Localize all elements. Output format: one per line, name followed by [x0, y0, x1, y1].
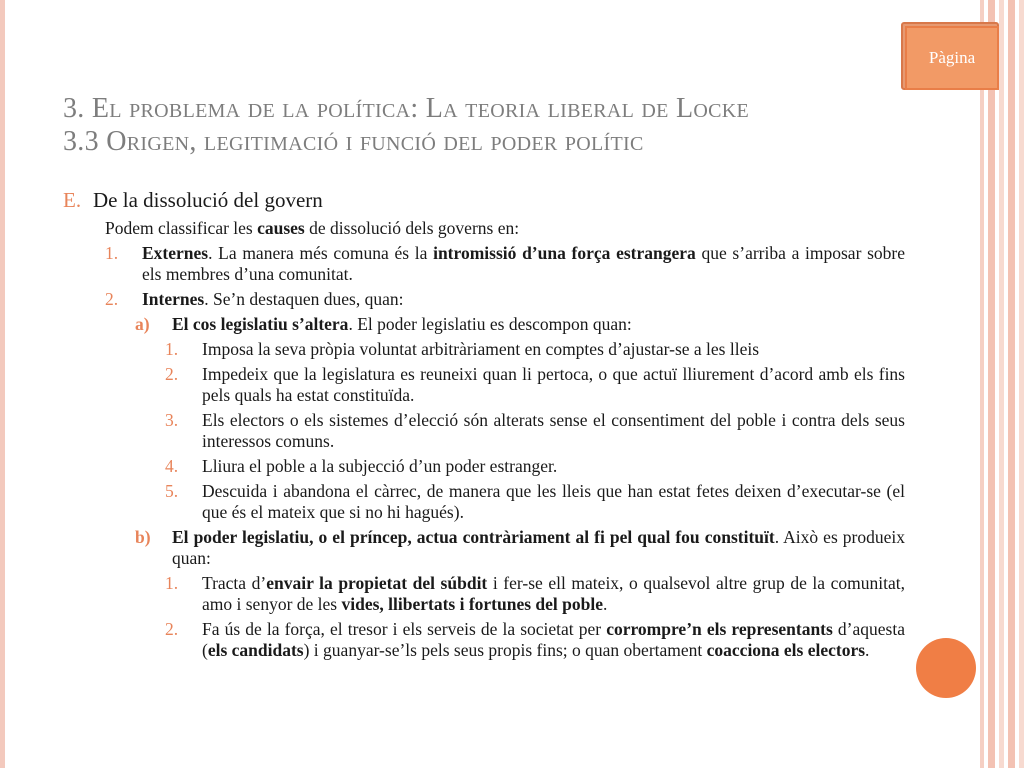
slide-title	[63, 92, 893, 158]
sub-marker: b)	[135, 527, 151, 547]
section-heading-text: De la dissolució del govern	[93, 188, 323, 212]
page-tab-label: Pàgina	[905, 26, 999, 90]
sub-item-b: b) El poder legislatiu, o el príncep, actua contràriament al fi pel qual fou constituït. Això es produeix quan:	[135, 527, 905, 568]
title-line-1: 3. El problema de la política: La teoria liberal de Locke	[63, 93, 750, 124]
left-border	[0, 0, 5, 768]
sub-item-a: a) El cos legislatiu s’altera. El poder legislatiu es descompon quan:	[135, 314, 632, 334]
list-item-externes: 1. Externes. La manera més comuna és la intromissió d’una força estrangera que s’arriba a imposar sobre els membres d’una comunitat.	[105, 243, 905, 284]
sub-marker: a)	[135, 314, 150, 334]
slide-content	[63, 187, 905, 665]
decorative-circle	[916, 638, 976, 698]
page-tab	[901, 22, 1001, 92]
list-item: 1. Tracta d’envair la propietat del súbdit i fer-se ell mateix, o qualsevol altre grup de la comunitat, amo i senyor de les vides, llibertats i fortunes del poble.	[165, 573, 905, 614]
title-line-2: 3.3 Origen, legitimació i funció del poder polític	[63, 126, 644, 157]
list-item: 3. Els electors o els sistemes d’elecció són alterats sense el consentiment del poble i contra dels seus interessos comuns.	[165, 410, 905, 451]
right-stripes	[980, 0, 1024, 768]
list-item: 5. Descuida i abandona el càrrec, de manera que les lleis que han estat fetes deixen d’executar-se (el que és el mateix que si no hi hagués).	[165, 481, 905, 522]
list-item: 1. Imposa la seva pròpia voluntat arbitràriament en comptes d’ajustar-se a les lleis	[165, 339, 760, 359]
list-marker: 2.	[105, 289, 119, 309]
list-marker: 1.	[105, 243, 119, 263]
section-heading	[63, 187, 905, 213]
list-item: 2. Impedeix que la legislatura es reuneixi quan li pertoca, o que actuï lliurement d’acord amb els fins pels quals ha estat constituïda.	[165, 364, 905, 405]
list-item: 2. Fa ús de la força, el tresor i els serveis de la societat per corrompre’n els representants d’aquesta (els candidats) i guanyar-se’ls pels seus propis fins; o quan obertament coacciona els electors.	[165, 619, 905, 660]
intro-paragraph: Podem classificar les causes de dissolució dels governs en:	[105, 218, 520, 238]
list-item: 4. Lliura el poble a la subjecció d’un poder estranger.	[165, 456, 558, 476]
section-marker: E.	[63, 188, 82, 212]
list-item-internes: 2. Internes. Se’n destaquen dues, quan:	[105, 289, 404, 309]
